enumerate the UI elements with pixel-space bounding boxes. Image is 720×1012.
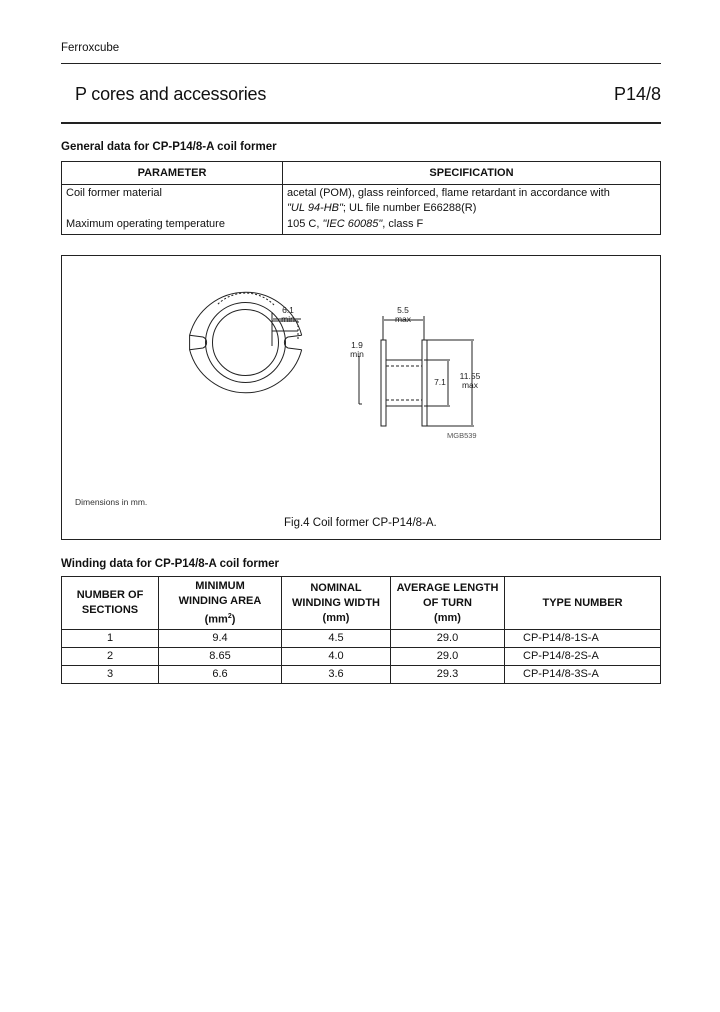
spec-text: 105 C, bbox=[287, 218, 323, 230]
table-row bbox=[62, 216, 661, 235]
header-line: (mm bbox=[204, 613, 228, 626]
header-line: OF TURN bbox=[423, 596, 472, 609]
unit-exponent: 2 bbox=[227, 612, 232, 620]
col-width bbox=[282, 577, 391, 630]
col-length bbox=[391, 577, 505, 630]
title-rule bbox=[61, 122, 661, 124]
type-number-cell: CP-P14/8-2S-A bbox=[505, 648, 661, 666]
col-type-number: TYPE NUMBER bbox=[505, 577, 661, 630]
sections-cell: 3 bbox=[62, 666, 159, 684]
type-number-cell: CP-P14/8-1S-A bbox=[505, 630, 661, 648]
length-cell: 29.0 bbox=[391, 648, 505, 666]
product-code: P14/8 bbox=[613, 84, 661, 104]
length-cell: 29.3 bbox=[391, 666, 505, 684]
brand-name: Ferroxcube bbox=[61, 42, 120, 54]
parameter-cell: Coil former material bbox=[62, 185, 283, 217]
table-row bbox=[62, 630, 661, 648]
parameter-cell: Maximum operating temperature bbox=[62, 216, 283, 235]
header-line: (mm) bbox=[322, 611, 350, 624]
spec-text: , class F bbox=[382, 218, 424, 230]
header-line: AVERAGE LENGTH bbox=[396, 581, 499, 594]
specification-cell bbox=[283, 216, 661, 235]
table-header-row bbox=[62, 577, 661, 630]
header-line: WINDING WIDTH bbox=[292, 596, 380, 609]
general-data-table bbox=[61, 161, 661, 235]
header-line: ) bbox=[231, 613, 236, 626]
spec-standard: "UL 94-HB" bbox=[287, 202, 343, 214]
dim-6-1-value: 6.1 bbox=[282, 305, 294, 315]
sections-cell: 2 bbox=[62, 648, 159, 666]
table-row bbox=[62, 185, 661, 217]
area-cell: 9.4 bbox=[159, 630, 282, 648]
header-line: SECTIONS bbox=[81, 604, 139, 616]
width-cell: 3.6 bbox=[282, 666, 391, 684]
dim-11-55-value: 11.55 bbox=[459, 371, 481, 381]
type-number-cell: CP-P14/8-3S-A bbox=[505, 666, 661, 684]
spec-text: acetal (POM), glass reinforced, flame retardant in accordance with bbox=[287, 187, 610, 199]
dim-5-5-value: 5.5 bbox=[397, 305, 409, 315]
col-parameter: PARAMETER bbox=[62, 162, 283, 185]
spec-text: ; UL file number E66288(R) bbox=[342, 202, 477, 214]
coil-former-drawing bbox=[62, 256, 660, 539]
drawing-reference: MGB539 bbox=[447, 431, 477, 440]
dimensions-note: Dimensions in mm. bbox=[75, 497, 148, 507]
sections-cell: 1 bbox=[62, 630, 159, 648]
header-line: NUMBER OF bbox=[76, 589, 144, 601]
dim-6-1-qualifier: min bbox=[281, 314, 295, 324]
header-line: NOMINAL bbox=[310, 581, 362, 594]
dim-7-1-value: 7.1 bbox=[434, 377, 446, 387]
header-rule bbox=[61, 63, 661, 64]
page-title: P cores and accessories bbox=[75, 84, 267, 104]
general-data-heading: General data for CP-P14/8-A coil former bbox=[61, 141, 277, 153]
winding-data-table bbox=[61, 576, 661, 684]
area-cell: 6.6 bbox=[159, 666, 282, 684]
table-row bbox=[62, 666, 661, 684]
dim-5-5-qualifier: max bbox=[394, 314, 412, 324]
col-area bbox=[159, 577, 282, 630]
table-header-row bbox=[62, 162, 661, 185]
header-line: WINDING AREA bbox=[178, 594, 262, 607]
specification-cell bbox=[283, 185, 661, 217]
col-sections bbox=[62, 577, 159, 630]
dim-11-55-qualifier: max bbox=[461, 380, 479, 390]
header-line: (mm) bbox=[434, 611, 461, 624]
col-specification: SPECIFICATION bbox=[283, 162, 661, 185]
width-cell: 4.5 bbox=[282, 630, 391, 648]
winding-data-heading: Winding data for CP-P14/8-A coil former bbox=[61, 558, 279, 570]
figure-frame bbox=[61, 255, 661, 540]
spec-standard: "IEC 60085" bbox=[322, 218, 383, 230]
figure-caption: Fig.4 Coil former CP-P14/8-A. bbox=[284, 517, 437, 529]
length-cell: 29.0 bbox=[391, 630, 505, 648]
area-cell: 8.65 bbox=[159, 648, 282, 666]
dim-1-9-qualifier: min bbox=[350, 349, 364, 359]
header-line: MINIMUM bbox=[195, 579, 245, 592]
width-cell: 4.0 bbox=[282, 648, 391, 666]
table-row bbox=[62, 648, 661, 666]
dim-1-9-value: 1.9 bbox=[351, 340, 363, 350]
